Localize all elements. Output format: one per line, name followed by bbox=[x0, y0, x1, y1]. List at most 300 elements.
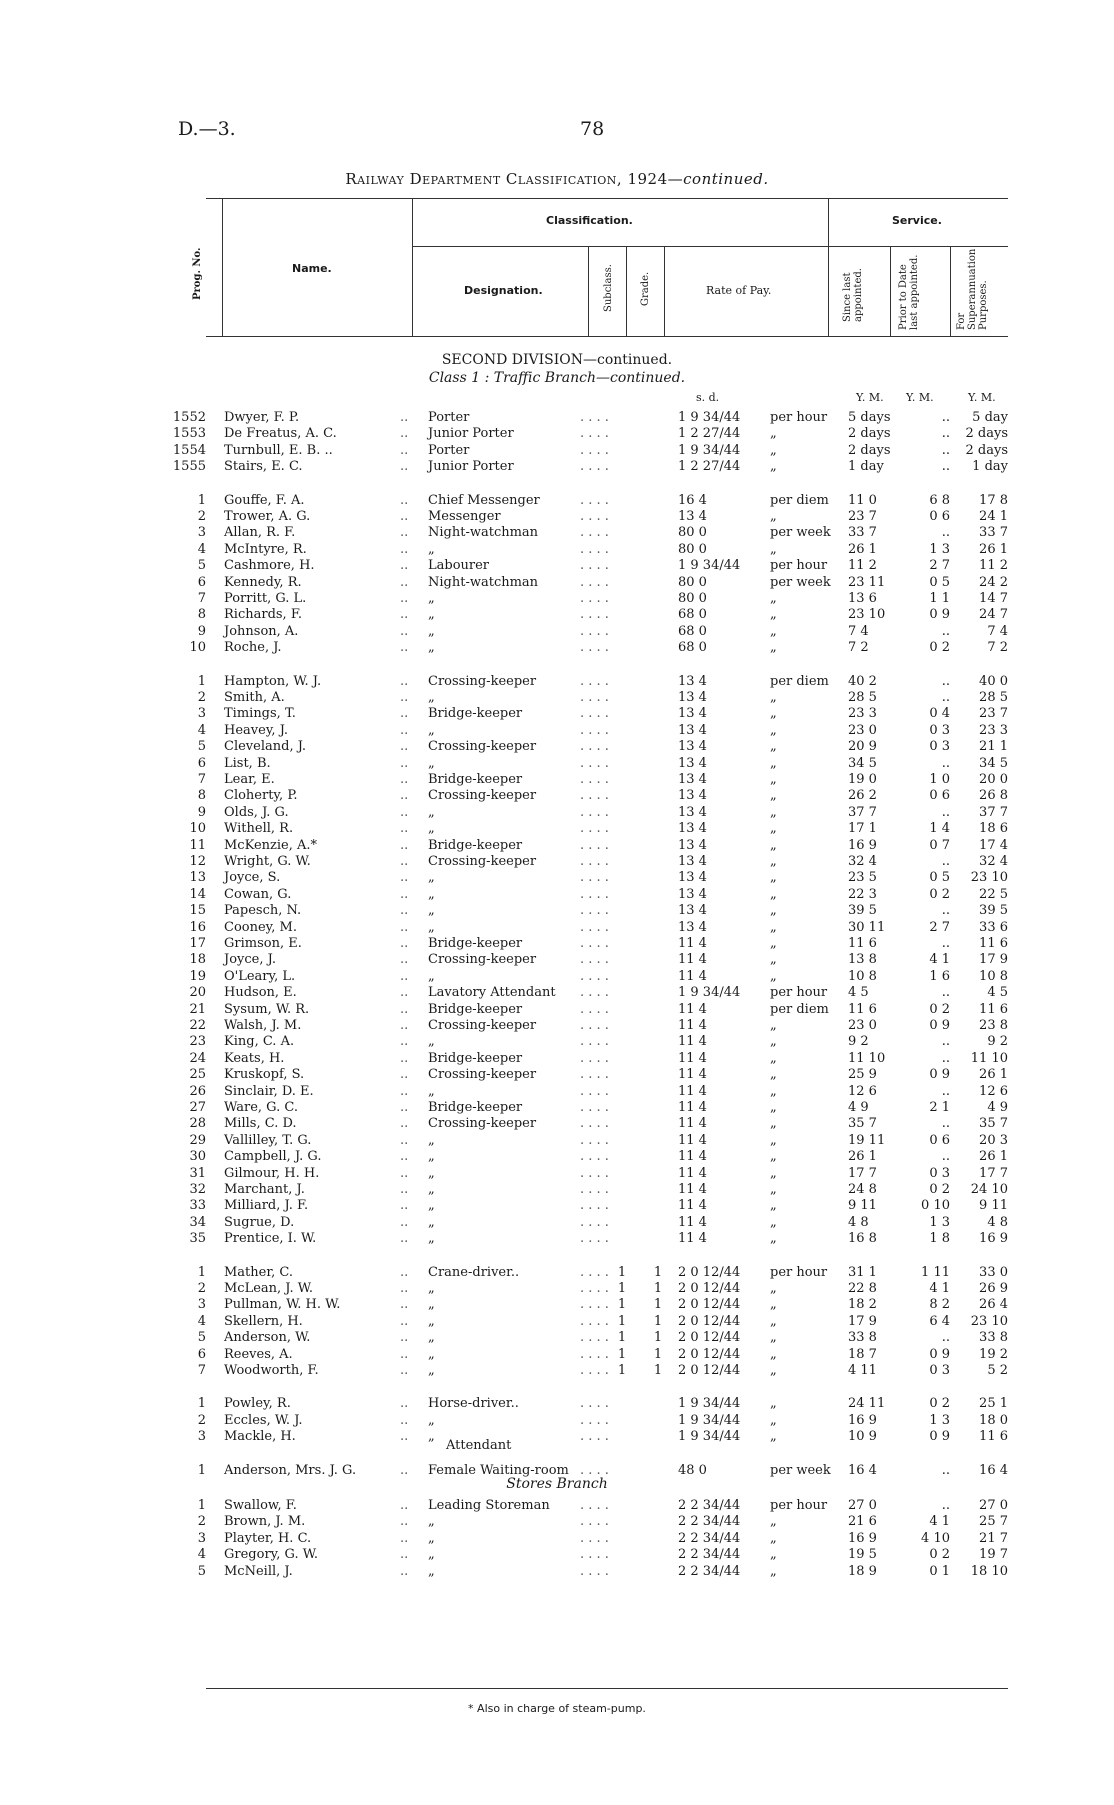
cell-superannuation: 26 1 bbox=[979, 1149, 1008, 1164]
leader-dots: .. bbox=[400, 969, 409, 984]
cell-name: Vallilley, T. G. bbox=[224, 1133, 312, 1148]
cell-pay-unit: „ bbox=[770, 1084, 777, 1099]
leader-dots: .. bbox=[400, 1002, 409, 1017]
cell-prior-to: 0 9 bbox=[929, 1018, 950, 1033]
cell-designation: Bridge-keeper bbox=[428, 838, 523, 853]
cell-pay-unit: „ bbox=[770, 706, 777, 721]
cell-prior-to: .. bbox=[941, 756, 950, 771]
cell-pay-unit: „ bbox=[770, 1198, 777, 1213]
leader-dots: .. bbox=[400, 936, 409, 951]
cell-designation: Junior Porter bbox=[428, 426, 514, 441]
cell-name: Prentice, I. W. bbox=[224, 1231, 317, 1246]
cell-superannuation: 7 2 bbox=[987, 640, 1008, 655]
cell-pay-unit: „ bbox=[770, 1034, 777, 1049]
cell-name: Trower, A. G. bbox=[224, 509, 311, 524]
cell-name: McLean, J. W. bbox=[224, 1281, 313, 1296]
cell-name: Sinclair, D. E. bbox=[224, 1084, 314, 1099]
cell-name: List, B. bbox=[224, 756, 271, 771]
cell-rate-of-pay: 13 4 bbox=[678, 674, 707, 689]
leader-dots: . . . . bbox=[580, 870, 609, 885]
cell-since-last: 13 8 bbox=[848, 952, 877, 967]
leader-dots: . . . . bbox=[580, 1281, 609, 1296]
cell-pay-unit: „ bbox=[770, 426, 777, 441]
section-title: SECOND DIVISION—continued. bbox=[441, 352, 673, 368]
cell-superannuation: 33 8 bbox=[979, 1330, 1008, 1345]
cell-designation: Crossing-keeper bbox=[428, 1116, 537, 1131]
cell-prior-to: .. bbox=[941, 854, 950, 869]
cell-prior-to: 6 8 bbox=[929, 493, 950, 508]
leader-dots: .. bbox=[400, 591, 409, 606]
cell-prog-no: 1 bbox=[197, 1396, 206, 1411]
cell-grade: 1 bbox=[653, 1281, 663, 1296]
cell-superannuation: 2 days bbox=[965, 426, 1008, 441]
cell-prior-to: .. bbox=[941, 903, 950, 918]
leader-dots: .. bbox=[400, 1314, 409, 1329]
cell-prog-no: 1 bbox=[197, 493, 206, 508]
cell-superannuation: 23 8 bbox=[979, 1018, 1008, 1033]
leader-dots: . . . . bbox=[580, 1100, 609, 1115]
cell-designation: „ bbox=[428, 607, 435, 622]
leader-dots: .. bbox=[400, 870, 409, 885]
cell-designation: Bridge-keeper bbox=[428, 1100, 523, 1115]
cell-designation: „ bbox=[428, 640, 435, 655]
cell-prog-no: 26 bbox=[189, 1084, 206, 1099]
cell-pay-unit: „ bbox=[770, 1429, 777, 1444]
cell-pay-unit: „ bbox=[770, 903, 777, 918]
leader-dots: .. bbox=[400, 1347, 409, 1362]
leader-dots: .. bbox=[400, 525, 409, 540]
leader-dots: .. bbox=[400, 1084, 409, 1099]
cell-designation: „ bbox=[428, 903, 435, 918]
cell-prior-to: 0 6 bbox=[929, 509, 950, 524]
stores-branch-title: Stores Branch bbox=[506, 1476, 608, 1492]
leader-dots: .. bbox=[400, 426, 409, 441]
cell-since-last: 19 0 bbox=[848, 772, 877, 787]
cell-prior-to: .. bbox=[941, 1330, 950, 1345]
cell-superannuation: 17 9 bbox=[979, 952, 1008, 967]
leader-dots: . . . . bbox=[580, 838, 609, 853]
cell-pay-unit: „ bbox=[770, 1413, 777, 1428]
leader-dots: . . . . bbox=[580, 936, 609, 951]
cell-since-last: 18 7 bbox=[848, 1347, 877, 1362]
cell-prog-no: 8 bbox=[197, 788, 206, 803]
cell-pay-unit: „ bbox=[770, 838, 777, 853]
cell-name: Joyce, S. bbox=[224, 870, 281, 885]
cell-superannuation: 11 2 bbox=[979, 558, 1008, 573]
leader-dots: . . . . bbox=[580, 1018, 609, 1033]
cell-designation: „ bbox=[428, 1149, 435, 1164]
cell-prior-to: 0 5 bbox=[929, 870, 950, 885]
leader-dots: .. bbox=[400, 739, 409, 754]
leader-dots: . . . . bbox=[580, 509, 609, 524]
cell-since-last: 32 4 bbox=[848, 854, 877, 869]
cell-designation: „ bbox=[428, 1182, 435, 1197]
cell-since-last: 2 days bbox=[848, 426, 891, 441]
cell-prior-to: .. bbox=[941, 674, 950, 689]
cell-pay-unit: „ bbox=[770, 788, 777, 803]
cell-prior-to: .. bbox=[941, 1084, 950, 1099]
cell-prog-no: 3 bbox=[197, 706, 206, 721]
cell-name: McNeill, J. bbox=[224, 1564, 293, 1579]
cell-superannuation: 23 3 bbox=[979, 723, 1008, 738]
leader-dots: .. bbox=[400, 1297, 409, 1312]
cell-designation: „ bbox=[428, 1347, 435, 1362]
cell-since-last: 23 3 bbox=[848, 706, 877, 721]
cell-prior-to: 0 5 bbox=[929, 575, 950, 590]
cell-superannuation: 18 0 bbox=[979, 1413, 1008, 1428]
leader-dots: . . . . bbox=[580, 443, 609, 458]
cell-since-last: 37 7 bbox=[848, 805, 877, 820]
cell-pay-unit: „ bbox=[770, 870, 777, 885]
page-title bbox=[0, 170, 1114, 188]
leader-dots: .. bbox=[400, 558, 409, 573]
cell-rate-of-pay: 13 4 bbox=[678, 870, 707, 885]
cell-superannuation: 1 day bbox=[972, 459, 1008, 474]
cell-pay-unit: „ bbox=[770, 1547, 777, 1562]
cell-superannuation: 23 10 bbox=[970, 870, 1008, 885]
cell-since-last: 11 2 bbox=[848, 558, 877, 573]
cell-prog-no: 6 bbox=[197, 575, 206, 590]
leader-dots: .. bbox=[400, 1198, 409, 1213]
cell-rate-of-pay: 11 4 bbox=[678, 1231, 707, 1246]
leader-dots: .. bbox=[400, 1133, 409, 1148]
cell-designation: „ bbox=[428, 1330, 435, 1345]
cell-pay-unit: „ bbox=[770, 1067, 777, 1082]
cell-since-last: 23 5 bbox=[848, 870, 877, 885]
leader-dots: .. bbox=[400, 509, 409, 524]
units-ym1: Y. M. bbox=[856, 391, 884, 404]
cell-rate-of-pay: 1 2 27/44 bbox=[678, 426, 741, 441]
cell-designation: „ bbox=[428, 1133, 435, 1148]
cell-designation: Horse-driver.. bbox=[428, 1396, 519, 1411]
cell-pay-unit: „ bbox=[770, 739, 777, 754]
cell-rate-of-pay: 13 4 bbox=[678, 772, 707, 787]
cell-name: Cashmore, H. bbox=[224, 558, 315, 573]
cell-subclass: 1 bbox=[617, 1314, 627, 1329]
cell-since-last: 23 7 bbox=[848, 509, 877, 524]
cell-designation: „ bbox=[428, 1198, 435, 1213]
leader-dots: . . . . bbox=[580, 1084, 609, 1099]
cell-superannuation: 26 8 bbox=[979, 788, 1008, 803]
cell-superannuation: 19 7 bbox=[979, 1547, 1008, 1562]
cell-name: Marchant, J. bbox=[224, 1182, 305, 1197]
cell-name: Porritt, G. L. bbox=[224, 591, 307, 606]
cell-pay-unit: „ bbox=[770, 969, 777, 984]
leader-dots: .. bbox=[400, 723, 409, 738]
cell-prior-to: 0 2 bbox=[929, 887, 950, 902]
cell-since-last: 20 9 bbox=[848, 739, 877, 754]
leader-dots: .. bbox=[400, 1116, 409, 1131]
cell-name: O'Leary, L. bbox=[224, 969, 296, 984]
cell-designation: Porter bbox=[428, 443, 470, 458]
cell-prior-to: 0 7 bbox=[929, 838, 950, 853]
cell-name: Stairs, E. C. bbox=[224, 459, 303, 474]
cell-superannuation: 24 1 bbox=[979, 509, 1008, 524]
cell-pay-unit: „ bbox=[770, 1182, 777, 1197]
cell-since-last: 30 11 bbox=[848, 920, 886, 935]
cell-prog-no: 17 bbox=[189, 936, 206, 951]
cell-rate-of-pay: 13 4 bbox=[678, 739, 707, 754]
cell-prior-to: 0 3 bbox=[929, 1166, 950, 1181]
cell-superannuation: 16 9 bbox=[979, 1231, 1008, 1246]
cell-prog-no: 10 bbox=[189, 640, 206, 655]
cell-since-last: 19 11 bbox=[848, 1133, 886, 1148]
cell-pay-unit: „ bbox=[770, 920, 777, 935]
cell-prog-no: 23 bbox=[189, 1034, 206, 1049]
cell-name: Mills, C. D. bbox=[224, 1116, 297, 1131]
cell-name: Olds, J. G. bbox=[224, 805, 289, 820]
cell-prog-no: 20 bbox=[189, 985, 206, 1000]
leader-dots: .. bbox=[400, 838, 409, 853]
cell-superannuation: 2 days bbox=[965, 443, 1008, 458]
col-superannuation: For Superannuation Purposes. bbox=[956, 248, 989, 330]
cell-since-last: 7 4 bbox=[848, 624, 869, 639]
leader-dots: .. bbox=[400, 1166, 409, 1181]
cell-prior-to: 0 2 bbox=[929, 1396, 950, 1411]
leader-dots: .. bbox=[400, 1018, 409, 1033]
leader-dots: .. bbox=[400, 920, 409, 935]
cell-prog-no: 7 bbox=[197, 772, 206, 787]
cell-prog-no: 3 bbox=[197, 1297, 206, 1312]
cell-name: Brown, J. M. bbox=[224, 1514, 306, 1529]
cell-rate-of-pay: 13 4 bbox=[678, 788, 707, 803]
cell-since-last: 27 0 bbox=[848, 1498, 877, 1513]
cell-name: Papesch, N. bbox=[224, 903, 302, 918]
cell-designation: Night-watchman bbox=[428, 575, 539, 590]
cell-prior-to: .. bbox=[941, 1034, 950, 1049]
cell-superannuation: 32 4 bbox=[979, 854, 1008, 869]
cell-grade: 1 bbox=[653, 1363, 663, 1378]
cell-grade: 1 bbox=[653, 1265, 663, 1280]
cell-pay-unit: per hour bbox=[770, 1265, 828, 1280]
cell-prior-to: .. bbox=[941, 426, 950, 441]
cell-rate-of-pay: 68 0 bbox=[678, 624, 707, 639]
leader-dots: .. bbox=[400, 493, 409, 508]
cell-since-last: 22 8 bbox=[848, 1281, 877, 1296]
cell-superannuation: 33 7 bbox=[979, 525, 1008, 540]
cell-since-last: 12 6 bbox=[848, 1084, 877, 1099]
leader-dots: . . . . bbox=[580, 674, 609, 689]
leader-dots: . . . . bbox=[580, 1330, 609, 1345]
cell-designation: Bridge-keeper bbox=[428, 706, 523, 721]
cell-prog-no: 15 bbox=[189, 903, 206, 918]
cell-designation: Bridge-keeper bbox=[428, 772, 523, 787]
leader-dots: . . . . bbox=[580, 493, 609, 508]
cell-name: Hampton, W. J. bbox=[224, 674, 322, 689]
leader-dots: . . . . bbox=[580, 1067, 609, 1082]
cell-prog-no: 25 bbox=[189, 1067, 206, 1082]
cell-rate-of-pay: 13 4 bbox=[678, 821, 707, 836]
cell-since-last: 23 0 bbox=[848, 1018, 877, 1033]
cell-since-last: 39 5 bbox=[848, 903, 877, 918]
cell-name: Anderson, W. bbox=[224, 1330, 311, 1345]
col-designation: Designation. bbox=[464, 284, 543, 297]
rule-v5 bbox=[664, 246, 665, 336]
leader-dots: . . . . bbox=[580, 1215, 609, 1230]
cell-prior-to: .. bbox=[941, 1051, 950, 1066]
cell-since-last: 17 1 bbox=[848, 821, 877, 836]
cell-superannuation: 22 5 bbox=[979, 887, 1008, 902]
cell-superannuation: 7 4 bbox=[987, 624, 1008, 639]
cell-designation: Crossing-keeper bbox=[428, 952, 537, 967]
leader-dots: .. bbox=[400, 459, 409, 474]
cell-prior-to: .. bbox=[941, 690, 950, 705]
cell-rate-of-pay: 11 4 bbox=[678, 1067, 707, 1082]
cell-prog-no: 2 bbox=[197, 509, 206, 524]
cell-rate-of-pay: 2 0 12/44 bbox=[678, 1363, 741, 1378]
rule-v6 bbox=[828, 198, 829, 336]
cell-since-last: 24 11 bbox=[848, 1396, 886, 1411]
cell-superannuation: 33 0 bbox=[979, 1265, 1008, 1280]
cell-superannuation: 23 10 bbox=[970, 1314, 1008, 1329]
cell-superannuation: 35 7 bbox=[979, 1116, 1008, 1131]
cell-designation: Female Waiting-room bbox=[428, 1463, 569, 1478]
cell-prior-to: 0 4 bbox=[929, 706, 950, 721]
cell-superannuation: 4 8 bbox=[987, 1215, 1008, 1230]
leader-dots: .. bbox=[400, 821, 409, 836]
cell-designation: „ bbox=[428, 1034, 435, 1049]
cell-prior-to: .. bbox=[941, 805, 950, 820]
cell-since-last: 35 7 bbox=[848, 1116, 877, 1131]
cell-rate-of-pay: 1 9 34/44 bbox=[678, 1413, 741, 1428]
cell-since-last: 25 9 bbox=[848, 1067, 877, 1082]
cell-pay-unit: per hour bbox=[770, 558, 828, 573]
cell-designation: Crossing-keeper bbox=[428, 1067, 537, 1082]
cell-prog-no: 1 bbox=[197, 674, 206, 689]
cell-superannuation: 4 9 bbox=[987, 1100, 1008, 1115]
cell-prog-no: 10 bbox=[189, 821, 206, 836]
cell-prog-no: 1555 bbox=[172, 459, 206, 474]
class-title: Class 1 : Traffic Branch—continued. bbox=[428, 370, 686, 386]
cell-rate-of-pay: 1 9 34/44 bbox=[678, 1429, 741, 1444]
cell-rate-of-pay: 11 4 bbox=[678, 1149, 707, 1164]
cell-rate-of-pay: 11 4 bbox=[678, 1051, 707, 1066]
leader-dots: . . . . bbox=[580, 1347, 609, 1362]
cell-pay-unit: „ bbox=[770, 690, 777, 705]
cell-prog-no: 33 bbox=[189, 1198, 206, 1213]
cell-pay-unit: „ bbox=[770, 591, 777, 606]
cell-name: Wright, G. W. bbox=[224, 854, 311, 869]
cell-designation: „ bbox=[428, 591, 435, 606]
col-rate-of-pay: Rate of Pay. bbox=[706, 284, 772, 297]
cell-pay-unit: per week bbox=[770, 575, 831, 590]
cell-name: Gregory, G. W. bbox=[224, 1547, 318, 1562]
cell-pay-unit: „ bbox=[770, 952, 777, 967]
cell-pay-unit: „ bbox=[770, 1018, 777, 1033]
cell-pay-unit: „ bbox=[770, 772, 777, 787]
service-rule bbox=[828, 246, 1008, 247]
leader-dots: . . . . bbox=[580, 1363, 609, 1378]
cell-superannuation: 33 6 bbox=[979, 920, 1008, 935]
cell-rate-of-pay: 11 4 bbox=[678, 1034, 707, 1049]
cell-superannuation: 26 4 bbox=[979, 1297, 1008, 1312]
cell-prior-to: .. bbox=[941, 443, 950, 458]
cell-pay-unit: „ bbox=[770, 1215, 777, 1230]
cell-name: Powley, R. bbox=[224, 1396, 291, 1411]
cell-prior-to: 0 1 bbox=[929, 1564, 950, 1579]
cell-prior-to: .. bbox=[941, 410, 950, 425]
leader-dots: . . . . bbox=[580, 1498, 609, 1513]
leader-dots: .. bbox=[400, 985, 409, 1000]
leader-dots: .. bbox=[400, 674, 409, 689]
leader-dots: .. bbox=[400, 1498, 409, 1513]
cell-since-last: 11 6 bbox=[848, 936, 877, 951]
cell-prog-no: 12 bbox=[189, 854, 206, 869]
cell-since-last: 18 2 bbox=[848, 1297, 877, 1312]
leader-dots: . . . . bbox=[580, 1413, 609, 1428]
cell-pay-unit: „ bbox=[770, 854, 777, 869]
cell-prior-to: .. bbox=[941, 525, 950, 540]
leader-dots: . . . . bbox=[580, 1034, 609, 1049]
cell-rate-of-pay: 2 0 12/44 bbox=[678, 1297, 741, 1312]
cell-designation: Lavatory Attendant bbox=[428, 985, 556, 1000]
cell-rate-of-pay: 11 4 bbox=[678, 969, 707, 984]
col-grade: Grade. bbox=[640, 271, 651, 306]
cell-rate-of-pay: 11 4 bbox=[678, 1198, 707, 1213]
cell-superannuation: 17 7 bbox=[979, 1166, 1008, 1181]
cell-rate-of-pay: 11 4 bbox=[678, 1084, 707, 1099]
cell-superannuation: 9 2 bbox=[987, 1034, 1008, 1049]
cell-superannuation: 28 5 bbox=[979, 690, 1008, 705]
cell-designation: „ bbox=[428, 1314, 435, 1329]
leader-dots: .. bbox=[400, 1330, 409, 1345]
cell-prog-no: 9 bbox=[197, 805, 206, 820]
cell-pay-unit: per diem bbox=[770, 674, 829, 689]
leader-dots: .. bbox=[400, 952, 409, 967]
units-ym3: Y. M. bbox=[968, 391, 996, 404]
cell-pay-unit: „ bbox=[770, 1363, 777, 1378]
leader-dots: . . . . bbox=[580, 1429, 609, 1444]
cell-superannuation: 25 7 bbox=[979, 1514, 1008, 1529]
leader-dots: .. bbox=[400, 1215, 409, 1230]
cell-designation: „ bbox=[428, 1231, 435, 1246]
cell-since-last: 5 days bbox=[848, 410, 891, 425]
cell-name: Joyce, J. bbox=[224, 952, 276, 967]
cell-prior-to: 0 3 bbox=[929, 1363, 950, 1378]
cell-rate-of-pay: 11 4 bbox=[678, 1116, 707, 1131]
cell-prior-to: 1 11 bbox=[921, 1265, 950, 1280]
cell-designation: „ bbox=[428, 1215, 435, 1230]
cell-superannuation: 17 4 bbox=[979, 838, 1008, 853]
cell-name: Lear, E. bbox=[224, 772, 275, 787]
cell-name: Turnbull, E. B. .. bbox=[224, 443, 333, 458]
cell-name: Eccles, W. J. bbox=[224, 1413, 303, 1428]
cell-rate-of-pay: 11 4 bbox=[678, 1018, 707, 1033]
cell-designation: Junior Porter bbox=[428, 459, 514, 474]
cell-rate-of-pay: 2 0 12/44 bbox=[678, 1281, 741, 1296]
cell-rate-of-pay: 13 4 bbox=[678, 854, 707, 869]
leader-dots: .. bbox=[400, 410, 409, 425]
cell-superannuation: 26 1 bbox=[979, 1067, 1008, 1082]
cell-designation: Crossing-keeper bbox=[428, 1018, 537, 1033]
leader-dots: . . . . bbox=[580, 1547, 609, 1562]
cell-prog-no: 1 bbox=[197, 1265, 206, 1280]
cell-rate-of-pay: 13 4 bbox=[678, 690, 707, 705]
cell-prior-to: 0 6 bbox=[929, 788, 950, 803]
cell-since-last: 17 9 bbox=[848, 1314, 877, 1329]
leader-dots: . . . . bbox=[580, 1463, 609, 1478]
cell-designation: Bridge-keeper bbox=[428, 936, 523, 951]
cell-pay-unit: „ bbox=[770, 640, 777, 655]
cell-name: Grimson, E. bbox=[224, 936, 302, 951]
cell-designation: Labourer bbox=[428, 558, 490, 573]
cell-superannuation: 19 2 bbox=[979, 1347, 1008, 1362]
cell-name: Playter, H. C. bbox=[224, 1531, 312, 1546]
cell-pay-unit: „ bbox=[770, 723, 777, 738]
cell-designation: Messenger bbox=[428, 509, 501, 524]
footer-rule bbox=[206, 1688, 1008, 1689]
cell-prior-to: 4 1 bbox=[929, 952, 950, 967]
